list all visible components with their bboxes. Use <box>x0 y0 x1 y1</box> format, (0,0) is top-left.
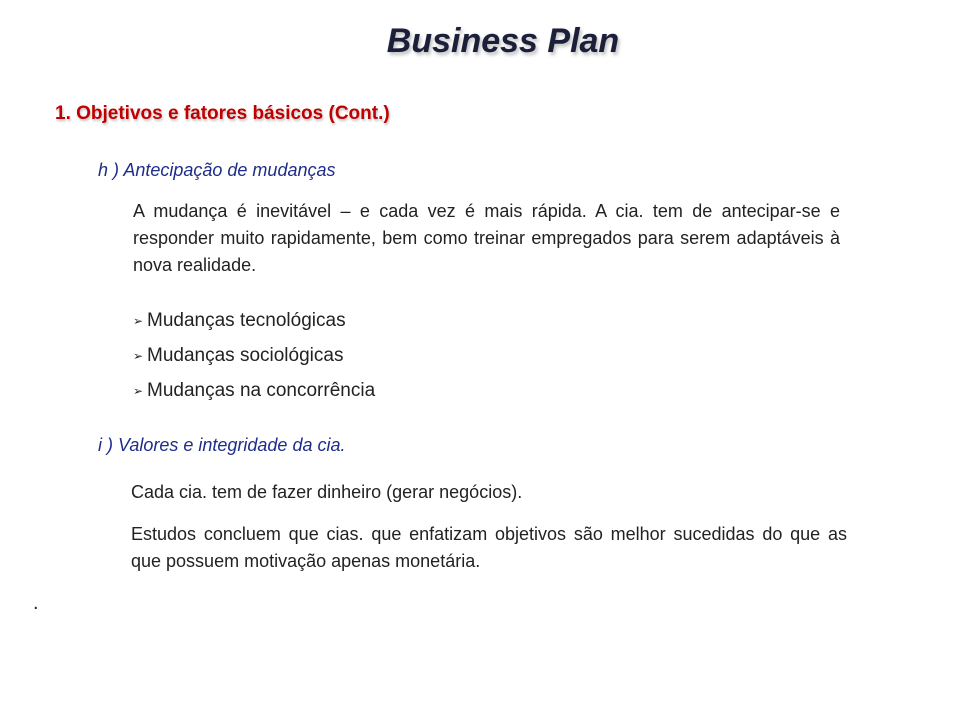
paragraph-studies: Estudos concluem que cias. que enfatizam objetivos são melhor sucedidas do que as que possuem motivação apenas monetária. <box>131 524 847 571</box>
slide-title: Business Plan <box>386 22 620 60</box>
section-heading: 1. Objetivos e fatores básicos (Cont.) <box>55 103 390 124</box>
bullet-text: Mudanças sociológicas <box>147 344 344 366</box>
list-item <box>133 373 375 408</box>
arrow-bullet-icon: ➢ <box>133 313 144 328</box>
list-item <box>133 303 375 338</box>
subheading-values: i ) Valores e integridade da cia. <box>98 435 346 455</box>
footer-dot: . <box>33 592 39 614</box>
list-item <box>133 338 375 373</box>
bullet-text: Mudanças tecnológicas <box>147 309 346 331</box>
subheading-anticipation: h ) Antecipação de mudanças <box>98 160 336 180</box>
arrow-bullet-icon: ➢ <box>133 383 144 398</box>
arrow-bullet-icon: ➢ <box>133 348 144 363</box>
paragraph-change: A mudança é inevitável – e cada vez é mais rápida. A cia. tem de antecipar-se e responder muito rapidamente, bem como treinar empregados para serem adaptáveis à nova realidade. <box>133 201 840 275</box>
bullet-text: Mudanças na concorrência <box>147 379 376 401</box>
change-bullet-list <box>133 303 375 408</box>
paragraph-money: Cada cia. tem de fazer dinheiro (gerar negócios). <box>131 482 523 502</box>
